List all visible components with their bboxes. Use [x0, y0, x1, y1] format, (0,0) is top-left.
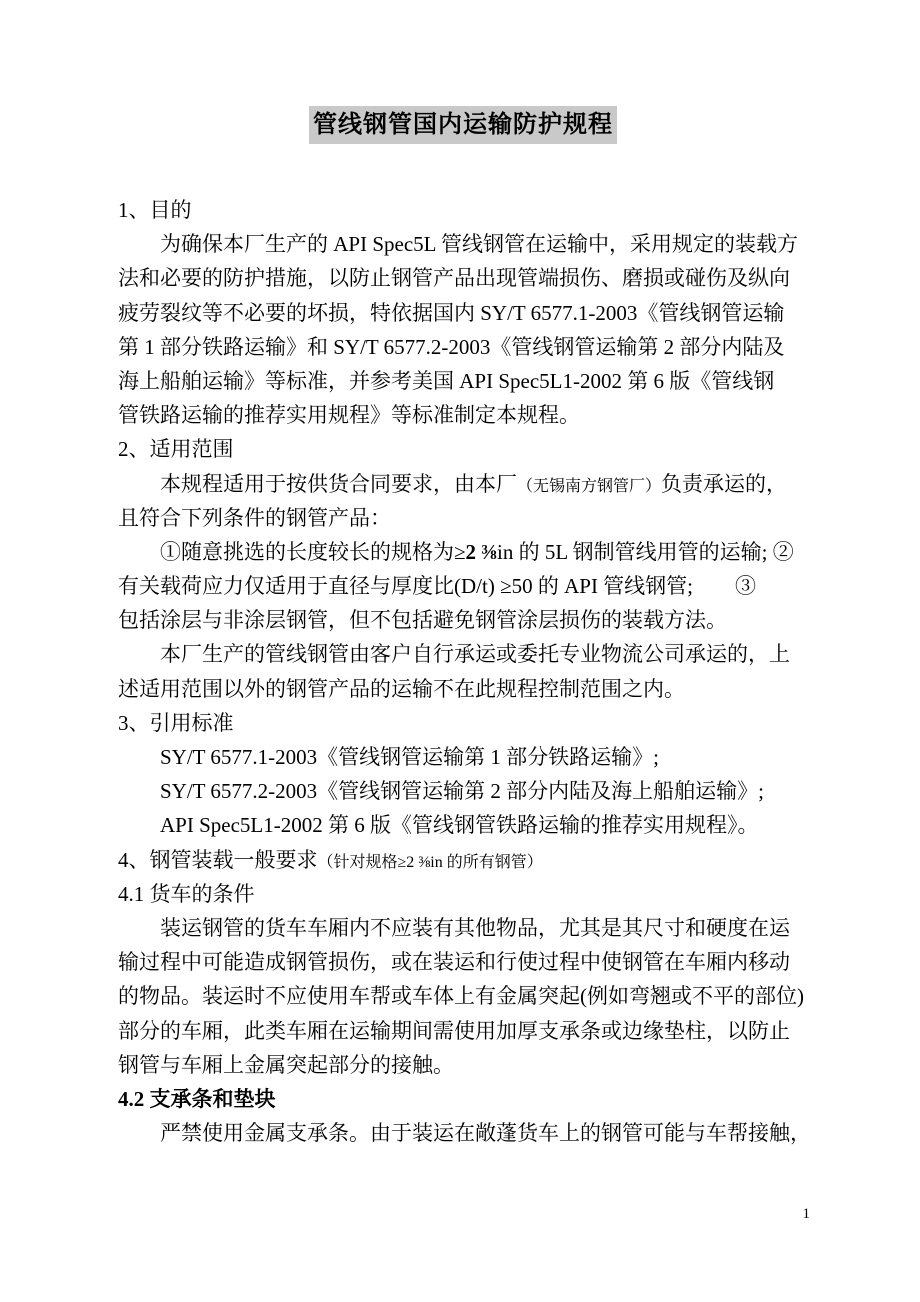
body-text: 负责承运的，: [661, 471, 788, 496]
body-line: 疲劳裂纹等不必要的坏损，特依据国内 SY/T 6577.1-2003《管线钢管运输: [118, 300, 785, 325]
body-line: 严禁使用金属支承条。由于装运在敞蓬货车上的钢管可能与车帮接触，: [160, 1121, 811, 1146]
reference-line: API Spec5L1-2002 第 6 版《管线钢管铁路运输的推荐实用规程》。: [160, 813, 759, 838]
heading-note-small: （针对规格≥2 ⅜in 的所有钢管）: [317, 853, 543, 871]
body-line: 钢管与车厢上金属突起部分的接触。: [118, 1052, 454, 1077]
section-4-2-heading: 4.2 支承条和垫块: [118, 1086, 276, 1111]
body-line: 部分的车厢，此类车厢在运输期间需使用加厚支承条或边缘垫柱，以防止: [118, 1018, 790, 1043]
body-line: 管铁路运输的推荐实用规程》等标准制定本规程。: [118, 403, 580, 428]
body-text: ①随意挑选的长度较长的规格为≥: [160, 539, 466, 564]
body-line: 的物品。装运时不应使用车帮或车体上有金属突起(例如弯翘或不平的部位): [118, 984, 804, 1009]
title-container: [118, 106, 808, 144]
heading-text: 4、钢管装载一般要求: [118, 847, 318, 872]
document-body: [118, 193, 810, 1150]
section-2-heading: 2、适用范围: [118, 437, 234, 462]
body-line: 述适用范围以外的钢管产品的运输不在此规程控制范围之内。: [118, 676, 685, 701]
section-1-heading: 1、目的: [118, 198, 192, 222]
body-text-small: （无锡南方钢管厂）: [517, 477, 662, 495]
body-line: 本厂生产的管线钢管由客户自行承运或委托专业物流公司承运的，上: [160, 642, 790, 667]
body-line: [118, 535, 810, 569]
body-line: 有关载荷应力仅适用于直径与厚度比(D/t) ≥50 的 API 管线钢管; ③: [118, 574, 757, 599]
section-3-heading: 3、引用标准: [118, 710, 234, 735]
body-line: 第 1 部分铁路运输》和 SY/T 6577.2-2003《管线钢管运输第 2 部分内陆及: [118, 334, 785, 359]
body-text-bold: 2 ⅜: [465, 539, 498, 564]
page-title: 管线钢管国内运输防护规程: [309, 106, 617, 144]
body-line: 装运钢管的货车车厢内不应装有其他物品，尤其是其尺寸和硬度在运: [160, 915, 790, 940]
page-number: 1: [802, 1206, 810, 1222]
body-line: 包括涂层与非涂层钢管，但不包括避免钢管涂层损伤的装载方法。: [118, 608, 727, 633]
body-line: 输过程中可能造成钢管损伤，或在装运和行使过程中使钢管在车厢内移动: [118, 950, 790, 975]
body-line: 法和必要的防护措施，以防止钢管产品出现管端损伤、磨损或碰伤及纵向: [118, 266, 790, 291]
body-text: 本规程适用于按供货合同要求，由本厂: [160, 471, 517, 496]
section-4-1-heading: 4.1 货车的条件: [118, 881, 255, 906]
reference-line: SY/T 6577.1-2003《管线钢管运输第 1 部分铁路运输》;: [160, 745, 659, 769]
reference-line: SY/T 6577.2-2003《管线钢管运输第 2 部分内陆及海上船舶运输》;: [160, 779, 764, 804]
body-line: 海上船舶运输》等标准，并参考美国 API Spec5L1-2002 第 6 版《管线钢: [118, 368, 775, 393]
body-line: 且符合下列条件的钢管产品：: [118, 505, 391, 530]
body-line: 为确保本厂生产的 API Spec5L 管线钢管在运输中，采用规定的装载方: [160, 232, 798, 257]
body-line: [118, 467, 810, 501]
body-text: in 的 5L 钢制管线用管的运输; ②: [497, 539, 794, 564]
section-4-heading: [118, 843, 810, 877]
